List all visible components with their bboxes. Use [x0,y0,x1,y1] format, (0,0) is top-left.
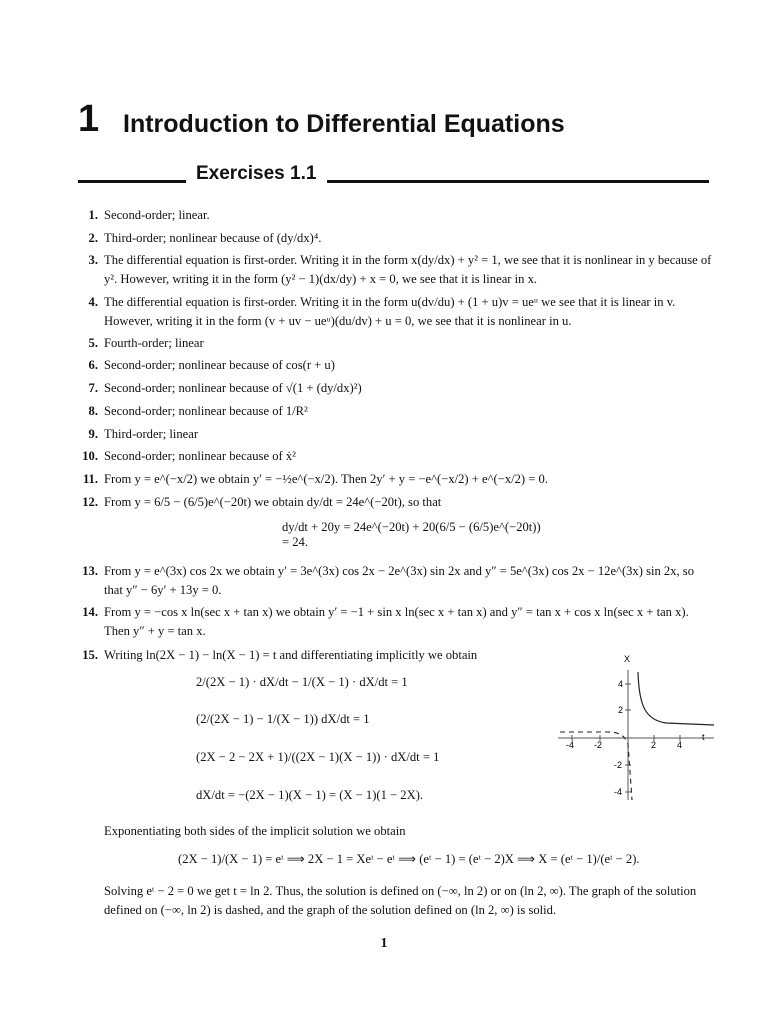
exercise-number: 7. [88,381,98,395]
paragraph-solution-domain: Solving eᵗ − 2 = 0 we get t = ln 2. Thus, the solution is defined on (−∞, ln 2) or on (ln 2, ∞). The graph of the solution defined on (−∞, ln 2) is dashed, and the graph of the solution defined on (ln 2, ∞) is solid. [104,884,697,917]
exercise-text: The differential equation is first-order. Writing it in the form x(dy/dx) + y² = 1, we see that it is nonlinear in y because of y². However, writing it in the form (y² − 1)(dx/dy) + x = 0, we see that it is linear in x. [104,253,712,286]
exercise-item [78,646,528,665]
exercise-text: Second-order; linear. [104,208,210,222]
exercise-text: From y = −cos x ln(sec x + tan x) we obtain y′ = −1 + sin x ln(sec x + tan x) and y″ = tan x + cos x ln(sec x + tan x). Then y″ + y = tan x. [104,605,689,638]
exercise-text: Third-order; linear [104,427,199,441]
y-axis-label: X [624,654,631,664]
exercise-item [78,562,712,600]
x-tick-label: -4 [566,740,575,750]
exercise-item [78,206,712,225]
exercise-number: 3. [88,253,98,267]
page-number: 1 [380,936,388,951]
equation-exponentiated: (2X − 1)/(X − 1) = eᵗ ⟹ 2X − 1 = Xeᵗ − eᵗ ⟹ (eᵗ − 1) = (eᵗ − 2)X ⟹ X = (eᵗ − 1)/(eᵗ − 2). [178,852,640,866]
exercise-text: From y = e^(3x) cos 2x we obtain y′ = 3e^(3x) cos 2x − 2e^(3x) sin 2x and y″ = 5e^(3x) cos 2x − 12e^(3x) sin 2x, so that y″ − 6y′ + 13y = 0. [104,564,695,597]
exercise-number: 11. [82,472,98,486]
exercise-item [78,229,712,248]
y-tick-label: 2 [618,705,624,715]
chapter-title: Introduction to Differential Equations [123,110,565,138]
x-axis-label: t [702,732,705,742]
y-tick-label: 4 [618,679,624,689]
solid-solution-curve [638,672,714,725]
x-tick-label: 2 [651,740,657,750]
exercise-number: 13. [82,564,98,578]
exercise-text: Second-order; nonlinear because of cos(r + u) [104,358,335,372]
exercise-text: Fourth-order; linear [104,336,204,350]
exercise-item [78,402,712,421]
equation-15-line-1: 2/(2X − 1) · dX/dt − 1/(X − 1) · dX/dt = 1 [196,675,408,689]
exercise-item [78,425,712,444]
equation-12: dy/dt + 20y = 24e^(−20t) + 20(6/5 − (6/5)e^(−20t)) = 24. [282,520,541,549]
exercise-number: 4. [88,295,98,309]
exercise-item [78,603,712,641]
equation-15-line-4: dX/dt = −(2X − 1)(X − 1) = (X − 1)(1 − 2X). [196,788,424,802]
equation-15-line-2: (2/(2X − 1) − 1/(X − 1)) dX/dt = 1 [196,712,370,726]
exercise-number: 2. [88,231,98,245]
exercise-number: 15. [82,648,98,662]
exercise-text: Second-order; nonlinear because of 1/R² [104,404,308,418]
exercise-item [78,293,712,331]
equation-15-line-3: (2X − 2 − 2X + 1)/((2X − 1)(X − 1)) · dX/dt = 1 [196,750,440,764]
y-tick-label: -2 [614,760,623,770]
exercise-number: 8. [88,404,98,418]
exercise-item [78,356,712,375]
exercise-number: 14. [82,605,98,619]
exercise-text: Third-order; nonlinear because of (dy/dx)⁴. [104,231,322,245]
section-title: Exercises 1.1 [196,163,317,184]
section-rule-left [78,180,186,183]
exercise-text: Second-order; nonlinear because of ẋ² [104,449,296,463]
x-tick-label: -2 [594,740,603,750]
exercise-item [78,379,712,398]
exercise-text: Second-order; nonlinear because of √(1 + (dy/dx)²) [104,381,362,395]
exercise-number: 12. [82,495,98,509]
y-tick-label: -4 [614,787,623,797]
exercise-item [78,251,712,289]
exercise-item [78,447,712,466]
exercise-text: From y = 6/5 − (6/5)e^(−20t) we obtain dy/dt = 24e^(−20t), so that [104,495,442,509]
section-rule-right [327,180,709,183]
exercise-number: 1. [88,208,98,222]
exercise-number: 5. [88,336,98,350]
exercise-text: The differential equation is first-order. Writing it in the form u(dv/du) + (1 + u)v = ueᵘ we see that it is linear in v. However, writing it in the form (v + uv − ueᵘ)(du/dv) + u = 0, we see that it is nonlinear in u. [104,295,676,328]
exercise-item [78,493,712,512]
exercise-text: Writing ln(2X − 1) − ln(X − 1) = t and differentiating implicitly we obtain [104,648,478,662]
exercise-number: 10. [82,449,98,463]
chapter-heading [78,98,565,141]
exercise-number: 9. [88,427,98,441]
exercise-item [78,334,712,353]
exercise-item [78,470,712,489]
solution-graph [556,652,716,802]
exercise-number: 6. [88,358,98,372]
x-tick-label: 4 [677,740,683,750]
paragraph-exponentiating: Exponentiating both sides of the implicit solution we obtain [104,824,406,838]
exercise-text: From y = e^(−x/2) we obtain y′ = −½e^(−x/2). Then 2y′ + y = −e^(−x/2) + e^(−x/2) = 0. [104,472,548,486]
chapter-number: 1 [78,98,100,140]
